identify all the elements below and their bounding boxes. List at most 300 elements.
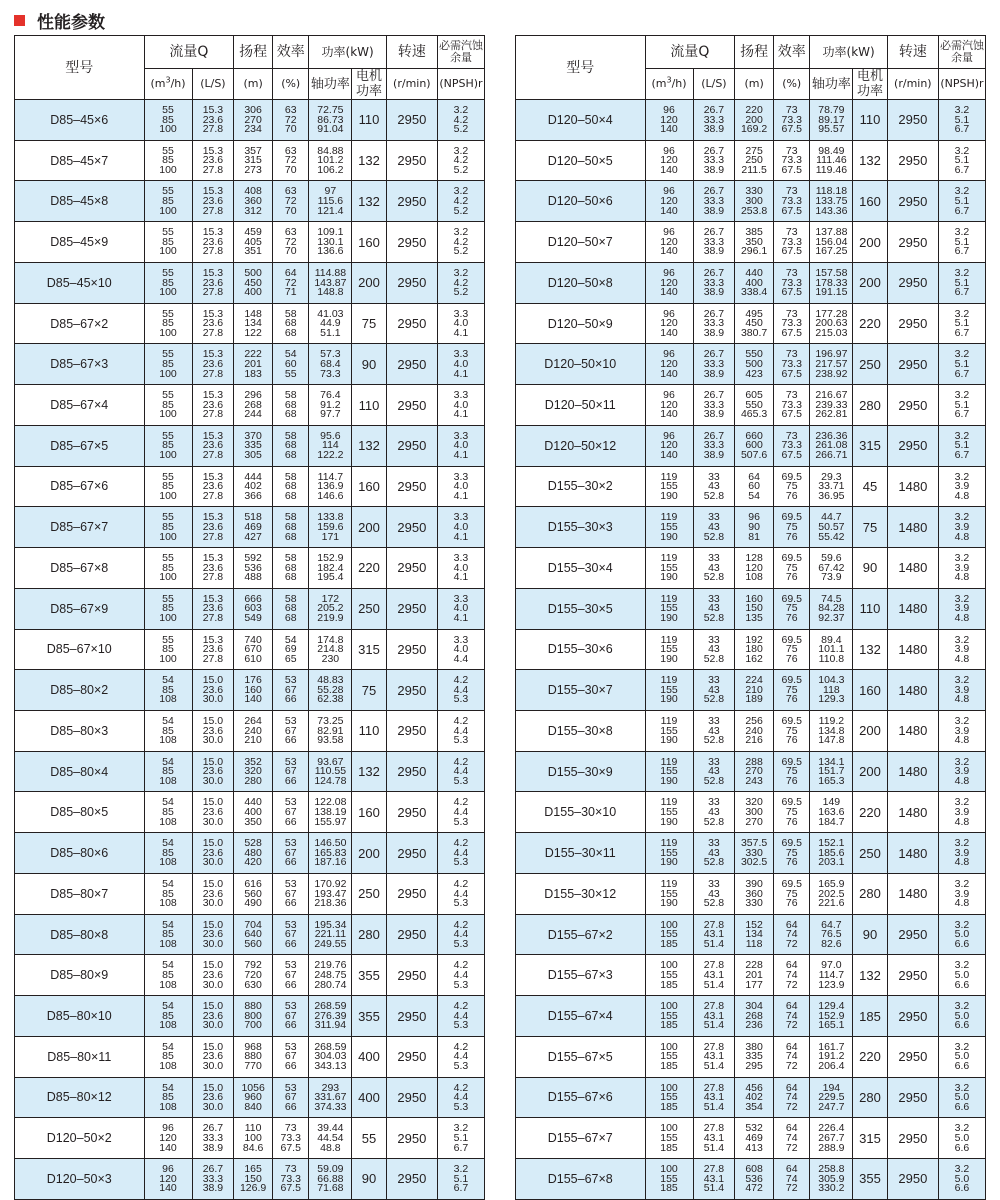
cell-value: 93.67 [317, 755, 344, 768]
cell-value: 335 [745, 1050, 763, 1063]
cell-value: 193.47 [314, 887, 347, 900]
cell-value: 120 [159, 1172, 177, 1185]
head-cell [234, 588, 273, 629]
cell-value: 4.8 [954, 734, 970, 747]
cell-value: 143.87 [314, 276, 347, 289]
speed-cell: 2950 [887, 344, 938, 385]
cell-value: 73.3 [781, 113, 802, 126]
cell-value: 73.3 [781, 439, 802, 452]
model-cell: D120–50×2 [15, 1118, 145, 1159]
cell-value: 4.1 [453, 367, 469, 380]
cell-value: 155 [660, 1131, 678, 1144]
cell-value: 140 [159, 1141, 177, 1154]
head-cell [735, 425, 774, 466]
cell-value: 155.97 [314, 815, 347, 828]
efficiency-cell [773, 833, 810, 874]
cell-value: 33 [708, 552, 720, 565]
cell-value: 53 [284, 1040, 297, 1053]
cell-value: 305.9 [818, 1172, 845, 1185]
efficiency-cell [773, 303, 810, 344]
npsh-cell [437, 955, 484, 996]
flow-ls-cell [693, 711, 735, 752]
cell-value: 4.2 [453, 959, 469, 972]
flow-ls-cell [192, 588, 234, 629]
cell-value: 3.3 [453, 552, 469, 565]
cell-value: 69.5 [781, 714, 802, 727]
cell-value: 114.7 [818, 968, 845, 981]
flow-m3h-cell [645, 751, 693, 792]
flow-m3h-cell [144, 1036, 192, 1077]
cell-value: 5.2 [453, 123, 469, 136]
cell-value: 73.3 [781, 235, 802, 248]
cell-value: 85 [162, 113, 174, 126]
cell-value: 5.3 [453, 693, 469, 706]
cell-value: 304 [745, 1000, 763, 1013]
npsh-cell [437, 385, 484, 426]
cell-value: 52.8 [703, 815, 725, 828]
cell-value: 26.7 [703, 103, 725, 116]
cell-value: 60 [284, 357, 297, 370]
cell-value: 488 [244, 571, 262, 584]
flow-ls-cell [192, 181, 234, 222]
head-cell [735, 711, 774, 752]
flow-ls-cell [693, 792, 735, 833]
cell-value: 4.0 [453, 398, 469, 411]
cell-value: 66 [284, 693, 297, 706]
cell-value: 38.9 [202, 1182, 224, 1195]
npsh-cell [938, 1036, 985, 1077]
motor-power-cell: 220 [853, 1036, 887, 1077]
cell-value: 74 [785, 928, 798, 941]
flow-ls-cell [693, 588, 735, 629]
cell-value: 15.3 [202, 185, 224, 198]
efficiency-cell [272, 507, 309, 548]
cell-value: 4.1 [453, 611, 469, 624]
flow-m3h-cell [645, 548, 693, 589]
speed-cell: 2950 [887, 222, 938, 263]
flow-m3h-cell [645, 833, 693, 874]
cell-value: 66 [284, 1019, 297, 1032]
cell-value: 592 [244, 552, 262, 565]
flow-ls-cell [192, 507, 234, 548]
cell-value: 140 [660, 326, 678, 339]
cell-value: 58 [284, 470, 297, 483]
cell-value: 38.9 [703, 204, 725, 217]
cell-value: 3.2 [954, 959, 970, 972]
model-cell: D85–80×5 [15, 792, 145, 833]
cell-value: 440 [244, 796, 262, 809]
cell-value: 100 [660, 1081, 678, 1094]
cell-value: 23.6 [202, 398, 224, 411]
cell-value: 190 [660, 611, 678, 624]
model-cell: D120–50×12 [516, 425, 646, 466]
cell-value: 54 [162, 877, 174, 890]
cell-value: 76 [785, 652, 798, 665]
cell-value: 85 [162, 602, 174, 615]
cell-value: 268 [244, 398, 262, 411]
shaft-power-cell [810, 466, 853, 507]
model-cell: D120–50×10 [516, 344, 646, 385]
cell-value: 3.2 [453, 144, 469, 157]
flow-ls-cell [192, 466, 234, 507]
cell-value: 115.6 [317, 195, 344, 208]
cell-value: 66 [284, 815, 297, 828]
cell-value: 560 [244, 937, 262, 950]
flow-ls-cell [693, 1077, 735, 1118]
cell-value: 250 [745, 154, 763, 167]
cell-value: 73 [785, 266, 798, 279]
model-cell: D85–45×10 [15, 262, 145, 303]
cell-value: 33.3 [703, 195, 725, 208]
cell-value: 4.8 [954, 571, 970, 584]
cell-value: 3.9 [954, 602, 970, 615]
cell-value: 76 [785, 693, 798, 706]
cell-value: 51.4 [703, 1141, 725, 1154]
motor-power-cell: 90 [352, 1159, 386, 1200]
cell-value: 118.18 [815, 185, 848, 198]
header-flow: 流量Q [645, 36, 735, 69]
table-row [516, 914, 986, 955]
header-efficiency-unit: (%) [272, 69, 309, 100]
motor-power-cell: 220 [352, 548, 386, 589]
cell-value: 155 [660, 480, 678, 493]
cell-value: 320 [244, 765, 262, 778]
head-cell [735, 955, 774, 996]
model-cell: D155–67×8 [516, 1159, 646, 1200]
head-cell [234, 792, 273, 833]
shaft-power-cell [810, 1118, 853, 1159]
cell-value: 110 [244, 1122, 262, 1135]
cell-value: 43 [708, 765, 720, 778]
speed-cell: 2950 [386, 222, 437, 263]
cell-value: 119 [660, 511, 678, 524]
npsh-cell [938, 629, 985, 670]
cell-value: 121.4 [317, 204, 344, 217]
cell-value: 5.1 [954, 398, 970, 411]
table-row [516, 507, 986, 548]
efficiency-cell [272, 1118, 309, 1159]
cell-value: 101.1 [818, 643, 845, 656]
cell-value: 43 [708, 683, 720, 696]
shaft-power-cell [309, 1036, 352, 1077]
cell-value: 23.6 [202, 846, 224, 859]
flow-m3h-cell [144, 1118, 192, 1159]
cell-value: 550 [745, 398, 763, 411]
cell-value: 23.6 [202, 968, 224, 981]
cell-value: 140 [660, 163, 678, 176]
cell-value: 155 [660, 887, 678, 900]
table-row [516, 711, 986, 752]
cell-value: 73 [284, 1163, 297, 1176]
speed-cell: 2950 [887, 425, 938, 466]
motor-power-cell: 250 [352, 873, 386, 914]
cell-value: 151.7 [818, 765, 845, 778]
cell-value: 273 [244, 163, 262, 176]
cell-value: 33.3 [703, 154, 725, 167]
cell-value: 3.2 [453, 1163, 469, 1176]
model-cell: D85–80×4 [15, 751, 145, 792]
cell-value: 30.0 [202, 693, 224, 706]
speed-cell: 2950 [386, 344, 437, 385]
model-cell: D85–67×10 [15, 629, 145, 670]
cell-value: 532 [745, 1122, 763, 1135]
cell-value: 161.7 [818, 1040, 845, 1053]
cell-value: 315 [244, 154, 262, 167]
cell-value: 119 [660, 837, 678, 850]
cell-value: 203.1 [818, 856, 845, 869]
efficiency-cell [272, 303, 309, 344]
cell-value: 55 [162, 429, 174, 442]
cell-value: 76 [785, 734, 798, 747]
cell-value: 58 [284, 389, 297, 402]
cell-value: 185 [660, 1182, 678, 1195]
model-cell: D155–30×8 [516, 711, 646, 752]
cell-value: 200 [745, 113, 763, 126]
flow-ls-cell [693, 425, 735, 466]
cell-value: 249.55 [314, 937, 347, 950]
cell-value: 217.57 [815, 357, 848, 370]
speed-cell: 2950 [887, 1077, 938, 1118]
shaft-power-cell [309, 466, 352, 507]
model-cell: D155–67×2 [516, 914, 646, 955]
cell-value: 23.6 [202, 195, 224, 208]
shaft-power-cell [309, 1077, 352, 1118]
shaft-power-cell [309, 1118, 352, 1159]
header-motor-power: 电机功率 [352, 69, 386, 100]
speed-cell: 1480 [887, 588, 938, 629]
header-npsh: 必需汽蚀余量 [938, 36, 985, 69]
model-cell: D155–30×4 [516, 548, 646, 589]
cell-value: 100 [159, 326, 177, 339]
motor-power-cell: 55 [352, 1118, 386, 1159]
npsh-cell [938, 588, 985, 629]
cell-value: 119.2 [818, 714, 845, 727]
cell-value: 4.2 [453, 796, 469, 809]
shaft-power-cell [309, 140, 352, 181]
cell-value: 89.4 [821, 633, 842, 646]
cell-value: 226.4 [818, 1122, 845, 1135]
shaft-power-cell [309, 100, 352, 141]
cell-value: 165 [244, 1163, 262, 1176]
cell-value: 67.5 [781, 245, 802, 258]
cell-value: 85 [162, 357, 174, 370]
cell-value: 26.7 [202, 1163, 224, 1176]
cell-value: 55.42 [818, 530, 845, 543]
motor-power-cell: 75 [853, 507, 887, 548]
cell-value: 5.1 [453, 1131, 469, 1144]
cell-value: 23.6 [202, 276, 224, 289]
cell-value: 23.6 [202, 520, 224, 533]
cell-value: 155 [660, 928, 678, 941]
cell-value: 114.88 [314, 266, 347, 279]
cell-value: 118 [823, 683, 840, 696]
model-cell: D85–80×12 [15, 1077, 145, 1118]
model-cell: D155–67×6 [516, 1077, 646, 1118]
cell-value: 43 [708, 561, 720, 574]
efficiency-cell [272, 262, 309, 303]
cell-value: 43 [708, 520, 720, 533]
header-model: 型号 [15, 36, 145, 100]
speed-cell: 2950 [887, 385, 938, 426]
model-cell: D155–30×2 [516, 466, 646, 507]
cell-value: 200.63 [815, 317, 848, 330]
cell-value: 140 [244, 693, 262, 706]
motor-power-cell: 200 [352, 262, 386, 303]
cell-value: 162 [745, 652, 763, 665]
flow-ls-cell [693, 1118, 735, 1159]
cell-value: 85 [162, 1050, 174, 1063]
cell-value: 616 [244, 877, 262, 890]
flow-m3h-cell [645, 629, 693, 670]
flow-ls-cell [693, 873, 735, 914]
cell-value: 450 [745, 317, 763, 330]
flow-ls-cell [192, 140, 234, 181]
cell-value: 100 [159, 286, 177, 299]
table-row [15, 629, 485, 670]
model-cell: D120–50×8 [516, 262, 646, 303]
cell-value: 23.6 [202, 765, 224, 778]
cell-value: 130.1 [317, 235, 344, 248]
head-cell [735, 100, 774, 141]
cell-value: 261.08 [815, 439, 848, 452]
model-cell: D85–45×7 [15, 140, 145, 181]
cell-value: 134.8 [818, 724, 845, 737]
cell-value: 64 [785, 959, 798, 972]
cell-value: 4.1 [453, 489, 469, 502]
cell-value: 27.8 [202, 408, 224, 421]
cell-value: 54 [162, 1081, 174, 1094]
cell-value: 73 [785, 348, 798, 361]
head-cell [735, 1077, 774, 1118]
cell-value: 96 [663, 266, 675, 279]
table-row [15, 955, 485, 996]
head-cell [735, 303, 774, 344]
cell-value: 195.4 [317, 571, 344, 584]
cell-value: 5.0 [954, 1091, 970, 1104]
cell-value: 312 [244, 204, 262, 217]
npsh-cell [437, 548, 484, 589]
cell-value: 549 [244, 611, 262, 624]
cell-value: 459 [244, 226, 262, 239]
flow-ls-cell [192, 955, 234, 996]
cell-value: 66 [284, 1060, 297, 1073]
cell-value: 4.1 [453, 530, 469, 543]
cell-value: 60 [748, 480, 760, 493]
cell-value: 120 [745, 561, 763, 574]
speed-cell: 2950 [386, 955, 437, 996]
cell-value: 74 [785, 1172, 798, 1185]
npsh-cell [938, 833, 985, 874]
cell-value: 134.1 [818, 755, 845, 768]
table-row [516, 548, 986, 589]
cell-value: 374.33 [314, 1100, 347, 1113]
cell-value: 5.1 [954, 357, 970, 370]
cell-value: 311.94 [314, 1019, 347, 1032]
cell-value: 65 [284, 652, 297, 665]
flow-ls-cell [192, 1159, 234, 1200]
cell-value: 270 [745, 815, 763, 828]
cell-value: 357.5 [740, 837, 768, 850]
flow-m3h-cell [144, 955, 192, 996]
speed-cell: 2950 [386, 629, 437, 670]
shaft-power-cell [810, 548, 853, 589]
cell-value: 4.0 [453, 357, 469, 370]
cell-value: 4.8 [954, 489, 970, 502]
npsh-cell [437, 1036, 484, 1077]
cell-value: 44.9 [320, 317, 341, 330]
cell-value: 26.7 [703, 185, 725, 198]
flow-m3h-cell [144, 222, 192, 263]
cell-value: 155 [660, 561, 678, 574]
speed-cell: 1480 [887, 507, 938, 548]
cell-value: 248.75 [314, 968, 347, 981]
cell-value: 201 [745, 968, 763, 981]
cell-value: 390 [745, 877, 763, 890]
cell-value: 100 [159, 449, 177, 462]
head-cell [234, 1118, 273, 1159]
cell-value: 140 [159, 1182, 177, 1195]
header-motor-power: 电机功率 [853, 69, 887, 100]
npsh-cell [938, 996, 985, 1037]
cell-value: 5.3 [453, 856, 469, 869]
header-flow: 流量Q [144, 36, 234, 69]
cell-value: 53 [284, 1000, 297, 1013]
cell-value: 85 [162, 235, 174, 248]
cell-value: 108 [745, 571, 763, 584]
cell-value: 57.3 [320, 348, 341, 361]
cell-value: 53 [284, 877, 297, 890]
cell-value: 75 [785, 765, 798, 778]
head-cell [234, 670, 273, 711]
cell-value: 73 [785, 185, 798, 198]
cell-value: 354 [745, 1100, 763, 1113]
cell-value: 85 [162, 398, 174, 411]
cell-value: 55 [162, 144, 174, 157]
table-row [516, 873, 986, 914]
cell-value: 108 [159, 693, 177, 706]
cell-value: 97.7 [320, 408, 341, 421]
cell-value: 350 [745, 235, 763, 248]
speed-cell: 2950 [386, 181, 437, 222]
cell-value: 69.5 [781, 796, 802, 809]
speed-cell: 2950 [887, 1118, 938, 1159]
cell-value: 100 [660, 1000, 678, 1013]
cell-value: 5.3 [453, 937, 469, 950]
cell-value: 85 [162, 520, 174, 533]
cell-value: 68 [284, 611, 297, 624]
cell-value: 73.3 [781, 276, 802, 289]
cell-value: 120 [660, 317, 678, 330]
cell-value: 96 [663, 226, 675, 239]
cell-value: 528 [244, 837, 262, 850]
cell-value: 84.6 [242, 1141, 264, 1154]
cell-value: 4.1 [453, 571, 469, 584]
flow-m3h-cell [144, 548, 192, 589]
cell-value: 75 [785, 846, 798, 859]
cell-value: 536 [745, 1172, 763, 1185]
cell-value: 264 [244, 714, 262, 727]
flow-m3h-cell [144, 588, 192, 629]
cell-value: 26.7 [202, 1122, 224, 1135]
cell-value: 69.5 [781, 633, 802, 646]
flow-ls-cell [693, 507, 735, 548]
efficiency-cell [773, 425, 810, 466]
cell-value: 67 [284, 765, 297, 778]
cell-value: 81 [748, 530, 760, 543]
flow-ls-cell [693, 548, 735, 589]
flow-m3h-cell [645, 100, 693, 141]
cell-value: 119 [660, 592, 678, 605]
